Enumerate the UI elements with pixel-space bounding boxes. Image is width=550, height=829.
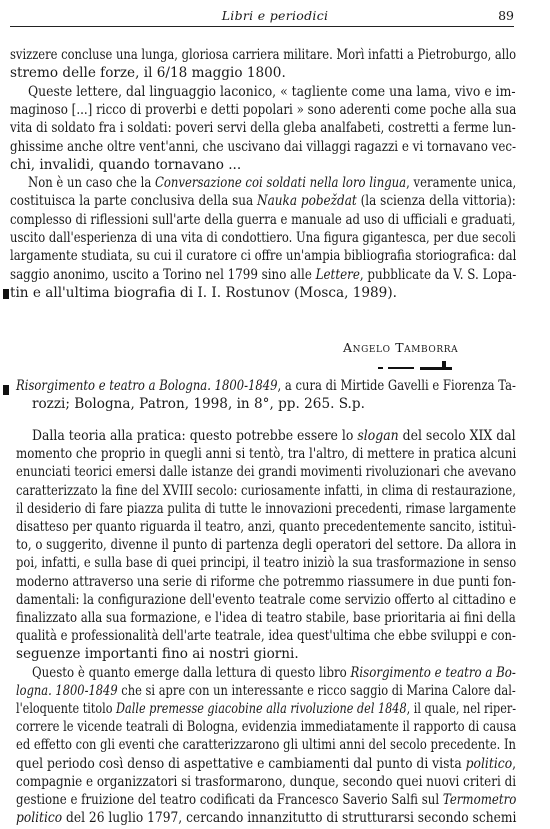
text-line: l'eloquente titolo Dalle premesse giacobine alla rivoluzione del 1848, il quale, nel riper- xyxy=(16,701,517,717)
margin-marker xyxy=(3,289,9,299)
text-line: saggio anonimo, uscito a Torino nel 1799 sino alle Lettere, pubblicate da V. S. Lopa- xyxy=(10,266,517,283)
text-line: Non è un caso che la Conversazione coi soldati nella loro lingua, veramente unica, xyxy=(28,175,517,192)
text-line: momento che proprio in quegli anni si tentò, tra l'altro, di mettere in pratica alcuni xyxy=(16,446,517,463)
page-header xyxy=(0,0,550,30)
page-number: 89 xyxy=(498,8,514,23)
text-line: costituisca la parte conclusiva della sua Nauka pobeždat (la scienza della vittoria): xyxy=(10,193,516,210)
text-line: moderno attraverso una serie di riforme che potremmo riassumere in due punti fon- xyxy=(16,573,516,590)
text-line: quel periodo così denso di aspettative e cambiamenti dal punto di vista politico, xyxy=(16,755,517,772)
text-line: disatteso per quanto riguarda il teatro, anzi, quanto precedentemente sancito, istituì- xyxy=(16,519,516,535)
text-line: caratterizzato la fine del XVIII secolo: curiosamente infatti, in clima di restaurazione, xyxy=(16,482,516,499)
text-line: vita di soldato fra i soldati: poveri servi della gleba analfabeti, costretti a ferme lun- xyxy=(10,120,516,137)
text-line: Queste lettere, dal linguaggio laconico, « tagliente come una lama, vivo e im- xyxy=(28,83,516,100)
text-line: logna. 1800-1849 che si apre con un interessante e ricco saggio di Marina Calore dal- xyxy=(16,682,516,699)
text-line: ghissime anche oltre vent'anni, che uscivano dai villaggi ragazzi e vi tornavano vec- xyxy=(10,138,517,155)
text-line: politico del 26 luglio 1797, cercando innanzitutto di strutturarsi secondo schemi xyxy=(16,810,517,827)
text-line: largamente studiata, su cui il curatore ci offre un'ampia bibliografia storiografica: dal xyxy=(10,248,517,265)
text-line: Risorgimento e teatro a Bologna. 1800-1849, a cura di Mirtide Gavelli e Fiorenza Ta- xyxy=(16,378,516,394)
text-line: poi, infatti, e sulla base di quei principi, il teatro iniziò la sua trasformazione in senso xyxy=(16,555,517,572)
text-line: Dalla teoria alla pratica: questo potrebbe essere lo slogan del secolo XIX dal xyxy=(32,428,516,444)
text-line: svizzere concluse una lunga, gloriosa carriera militare. Morì infatti a Pietroburgo, allo xyxy=(10,47,517,63)
text-line: maginoso [...] ricco di proverbi e detti popolari » sono aderenti come poche alla sua xyxy=(10,101,517,118)
margin-marker xyxy=(3,385,9,395)
text-line: il desiderio di fare piazza pulita di tutte le innovazioni precedenti, rimase largamente xyxy=(16,500,517,517)
text-line: finalizzato alla sua formazione, e l'idea di teatro stabile, base prioritaria ai fini della xyxy=(16,610,516,626)
text-line: rozzi; Bologna, Patron, 1998, in 8°, pp. 265. S.p. xyxy=(32,396,365,412)
text-line: chi, invalidi, quando tornavano ... xyxy=(10,156,242,173)
text-line: damentali: la configurazione dell'evento teatrale come servizio offerto al cittadino e xyxy=(16,591,517,608)
text-line: gestione e fruizione del teatro codificati da Francesco Saverio Salfi sul Termometro xyxy=(16,792,517,808)
text-line: tin e all'ultima biografia di I. I. Rostunov (Mosca, 1989). xyxy=(10,284,397,301)
text-line: compagnie e organizzatori si trasformarono, dunque, secondo quei nuovi criteri di xyxy=(16,773,517,790)
review-signature: Angelo Tamborra xyxy=(343,340,459,355)
text-line: complesso di riflessioni sull'arte della guerra e manuale ad uso di ufficiali e graduati, xyxy=(10,211,516,228)
text-line: qualità e professionalità dell'arte teatrale, idea quest'ultima che ebbe sviluppi e con- xyxy=(16,628,516,645)
text-line: seguenze importanti fino ai nostri giorni. xyxy=(16,646,299,663)
text-line: to, o suggerito, divenne il punto di partenza degli operatori del settore. Da allora in xyxy=(16,537,517,554)
running-title: Libri e periodici xyxy=(221,8,329,23)
text-line: ed effetto con gli eventi che caratterizzarono gli ultimi anni del secolo precedente. In xyxy=(16,737,516,754)
text-line: enunciati teorici emersi dalle istanze dei grandi movimenti rivoluzionari che avevano xyxy=(16,464,517,481)
text-line: correre le vicende teatrali di Bologna, evidenzia immediatamente il rapporto di causa xyxy=(16,719,517,736)
text-line: stremo delle forze, il 6/18 maggio 1800. xyxy=(10,65,286,82)
signature-flourish xyxy=(372,358,458,372)
text-line: Questo è quanto emerge dalla lettura di questo libro Risorgimento e teatro a Bo- xyxy=(32,664,516,681)
header-rule xyxy=(10,26,514,27)
text-line: uscito dall'esperienza di una vita di condottiero. Una figura gigantesca, per due secoli xyxy=(10,230,516,246)
